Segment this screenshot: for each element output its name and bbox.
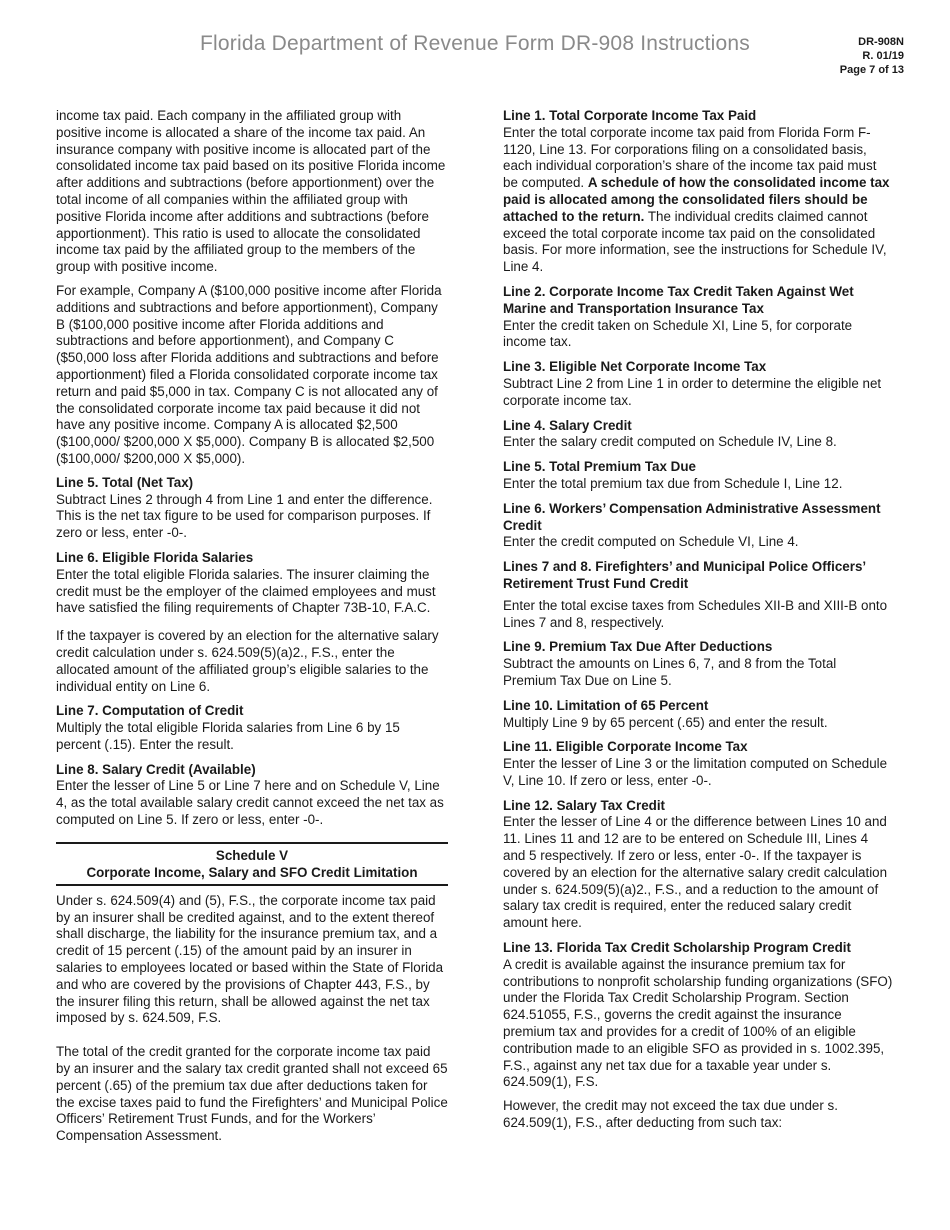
line7-heading: Line 7. Computation of Credit [56,703,244,719]
schedule-v-heading [56,842,448,886]
form-meta [840,35,904,77]
r-line3-text: Subtract Line 2 from Line 1 in order to determine the eligible net corporate income tax. [503,375,882,408]
r-line9-text: Subtract the amounts on Lines 6, 7, and 8 from the Total Premium Tax Due on Line 5. [503,656,837,688]
r-line5-text: Enter the total premium tax due from Schedule I, Line 12. [503,475,843,491]
r-line2-heading: Line 2. Corporate Income Tax Credit Taken Against Wet Marine and Transportation Insurance Tax [503,283,854,316]
r-line13-section [503,940,893,1132]
r-line4-heading: Line 4. Salary Credit [503,417,632,433]
r-line10-heading: Line 10. Limitation of 65 Percent [503,697,709,713]
r-line1-text-b: The individual credits claimed cannot exceed the total corporate income tax paid on the consolidated basis. For more information, see the instructions for Schedule IV, Line 4. [503,208,887,275]
r-line6-heading: Line 6. Workers’ Compensation Administrative Assessment Credit [503,500,881,533]
line6-section [56,550,448,695]
r-line12-text: Enter the lesser of Line 4 or the difference between Lines 10 and 11. Lines 11 and 12 are to be entered on Schedule III, Lines 4 and 5 respectively. If zero or less, enter -0-. If the taxpayer is covered by an election for the alternative salary credit calculation under s. 624.509(5)(a)2., F.S., and a reduction to the amount of salary tax credit is required, enter the reduced salary credit amount here. [503,814,888,931]
r-line10-section [503,698,893,732]
r-line10-text: Multiply Line 9 by 65 percent (.65) and enter the result. [503,714,828,730]
r-line11-text: Enter the lesser of Line 3 or the limitation computed on Schedule V, Line 10. If zero or less, enter -0-. [503,756,888,788]
r-line13-text-2: However, the credit may not exceed the tax due under s. 624.509(1), F.S., after deducting from such tax: [503,1098,838,1131]
line7-section [56,703,448,753]
r-line4-text: Enter the salary credit computed on Schedule IV, Line 8. [503,434,837,450]
schedule-paragraph-2: The total of the credit granted for the corporate income tax paid by an insurer and the salary tax credit granted shall not exceed 65 percent (.65) of the premium tax due after deductions taken for the excise taxes paid to fund the Firefighters’ and Municipal Police Officers’ Retirement Trust Funds, and for the Workers’ Compensation Assessment. [56,1044,448,1144]
r-line1-heading: Line 1. Total Corporate Income Tax Paid [503,108,757,123]
r-line3-heading: Line 3. Eligible Net Corporate Income Tax [503,359,767,375]
r-line78-section [503,559,893,631]
line8-heading: Line 8. Salary Credit (Available) [56,761,256,777]
r-line4-section [503,418,893,452]
r-line1-bold-text: A schedule of how the consolidated income tax paid is allocated among the consolidated filers should be attached to the return. [503,175,890,224]
intro-paragraph: income tax paid. Each company in the affiliated group with positive income is allocated a share of the income tax paid. An insurance company with positive income is allocated part of the consolidated income tax paid based on its positive Florida income after additions and subtractions (before apportionment) over the total income of all companies within the affiliated group with positive Florida income after additions and subtractions (before apportionment). This ratio is used to allocate the consolidated income tax paid by the affiliated group to the members of the group with positive income. [56,108,446,275]
form-number: DR-908N [858,36,904,48]
left-column [56,108,448,1152]
line6-heading: Line 6. Eligible Florida Salaries [56,549,254,565]
schedule-subtitle: Corporate Income, Salary and SFO Credit Limitation [86,864,418,880]
right-column [503,108,893,1140]
r-line2-section [503,284,893,351]
line6-text: Enter the total eligible Florida salaries. The insurer claiming the credit must be the employer of the claimed employees and must have satisfied the filing requirements of Chapter 73B-10, F.A.C. [56,566,436,616]
r-line1-section [503,108,893,276]
r-line78-text: Enter the total excise taxes from Schedules XII-B and XIII-B onto Lines 7 and 8, respectively. [503,597,888,630]
r-line12-section [503,798,893,932]
r-line5-heading: Line 5. Total Premium Tax Due [503,459,696,475]
schedule-paragraph-1: Under s. 624.509(4) and (5), F.S., the corporate income tax paid by an insurer shall be credited against, and to the extent thereof shall discharge, the liability for the insurance premium tax, and a credit of 15 percent (.15) of the amount paid by an insurer in salaries to employees located or based within the State of Florida and who are covered by the provisions of Chapter 443, F.S., by the insurer filing this return, shall be allowed against the net tax imposed by s. 624.509, F.S. [56,892,444,1026]
r-line5-section [503,459,893,493]
r-line12-heading: Line 12. Salary Tax Credit [503,797,665,813]
r-line9-section [503,639,893,689]
r-line2-text: Enter the credit taken on Schedule XI, Line 5, for corporate income tax. [503,317,853,350]
r-line78-heading: Lines 7 and 8. Firefighters’ and Municipal Police Officers’ Retirement Trust Fund Credit [503,559,866,591]
r-line6-text: Enter the credit computed on Schedule VI, Line 4. [503,534,799,550]
line6-text-election: If the taxpayer is covered by an election for the alternative salary credit calculation under s. 624.509(5)(a)2., F.S., enter the allocated amount of the affiliated group’s eligible salaries to the individual entity on Line 6. [56,628,439,694]
line7-text: Multiply the total eligible Florida salaries from Line 6 by 15 percent (.15). Enter the result. [56,720,400,752]
r-line6-section [503,501,893,551]
r-line13-heading: Line 13. Florida Tax Credit Scholarship Program Credit [503,940,851,956]
line5-heading: Line 5. Total (Net Tax) [56,474,194,490]
line5-section [56,475,448,542]
example-paragraph: For example, Company A ($100,000 positive income after Florida additions and subtractions and before apportionment), Company B ($100,000 positive income after Florida additions and subtractions and before apportionment), and Company C ($50,000 loss after Florida additions and subtractions and before apportionment) filed a Florida consolidated corporate income tax return and paid $5,000 in tax. Company C is not allocated any of the consolidated corporate income tax paid because it did not have any positive income. Company A is allocated $2,500 ($100,000/ $200,000 X $5,000). Company B is allocated $2,500 ($100,000/ $200,000 X $5,000). [56,282,442,466]
schedule-title: Schedule V [215,847,289,863]
r-line1-text: Enter the total corporate income tax paid from Florida Form F-1120, Line 13. For corporations filing on a consolidated basis, each individual corporation’s share of the income tax paid must be computed. [503,124,877,191]
line8-section [56,762,448,829]
r-line3-section [503,359,893,409]
revision-date: R. 01/19 [862,50,904,62]
page-number: Page 7 of 13 [839,64,904,76]
r-line11-section [503,739,893,789]
r-line11-heading: Line 11. Eligible Corporate Income Tax [503,739,748,755]
r-line13-text: A credit is available against the insurance premium tax for contributions to nonprofit scholarship funding organizations (SFO) under the Florida Tax Credit Scholarship Program. Section 624.51055, F.S., governs the credit against the insurance premium tax and provides for a credit of 100% of an eligible contribution made to an eligible SFO as provided in s. 1002.395, F.S., against any net tax due for a taxable year under s. 624.509(1), F.S. [503,956,893,1090]
r-line9-heading: Line 9. Premium Tax Due After Deductions [503,639,773,655]
line5-text: Subtract Lines 2 through 4 from Line 1 and enter the difference. This is the net tax figure to be used for comparison purposes. If zero or less, enter -0-. [56,491,433,541]
page-title: Florida Department of Revenue Form DR-908 Instructions [199,32,751,55]
line8-text: Enter the lesser of Line 5 or Line 7 here and on Schedule V, Line 4, as the total available salary credit cannot exceed the net tax as computed on Line 5. If zero or less, enter -0-. [56,778,444,828]
